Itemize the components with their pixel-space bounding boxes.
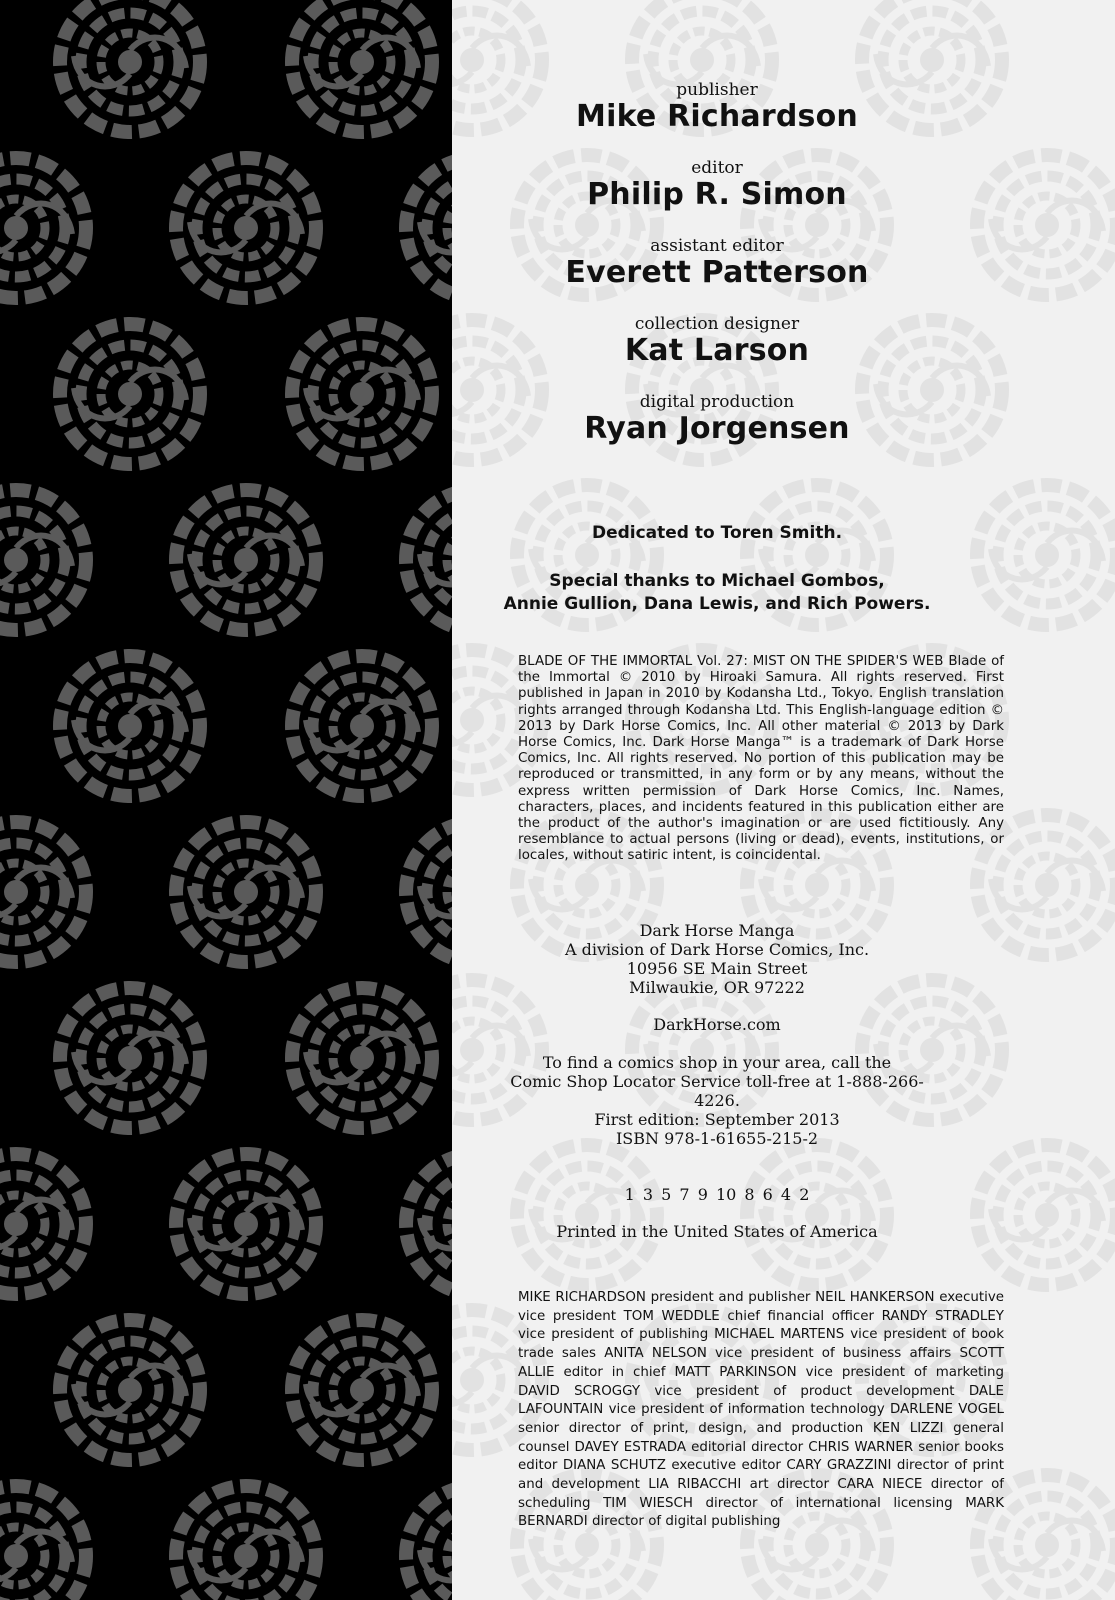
swirl-icon [60, 0, 200, 132]
credit-role: digital production [639, 392, 795, 412]
staff-title: president and publisher [645, 1290, 816, 1305]
staff-name: MIKE RICHARDSON [518, 1290, 646, 1305]
credit-name: Philip R. Simon [587, 177, 847, 212]
swirl-icon [60, 988, 200, 1128]
staff-title: director of digital publishing [587, 1514, 781, 1530]
swirl-icon [60, 656, 200, 796]
swirl-icon [0, 1486, 86, 1600]
isbn: ISBN 978-1-61655-215-2 [615, 1129, 819, 1148]
printed-in: Printed in the United States of America [556, 1222, 878, 1241]
staff-title: executive editor [665, 1458, 787, 1474]
credit-role: editor [691, 158, 743, 178]
swirl-icon [292, 1320, 432, 1460]
credit-name: Ryan Jorgensen [584, 411, 850, 446]
swirl-icon [292, 988, 432, 1128]
credit-role: assistant editor [650, 236, 784, 256]
staff-name: TIM WIESCH [603, 1495, 693, 1511]
staff-name: MICHAEL MARTENS [714, 1327, 845, 1343]
special-thanks [492, 570, 942, 616]
staff-name: MARK BERNARDI [518, 1495, 1004, 1530]
staff-title: vice president of product development [640, 1383, 969, 1399]
swirl-icon [176, 158, 316, 298]
thanks-line-1: Special thanks to Michael Gombos, [549, 571, 885, 591]
swirl-icon [176, 490, 316, 630]
thanks-line-2: Annie Gullion, Dana Lewis, and Rich Powers. [503, 594, 931, 614]
website-link[interactable]: DarkHorse.com [653, 1015, 781, 1034]
staff-name: DIANA SCHUTZ [562, 1458, 666, 1474]
swirl-icon [406, 158, 452, 298]
swirl-icon [0, 822, 86, 962]
locator-line-1: To find a comics shop in your area, call the [542, 1053, 892, 1072]
swirl-icon [0, 158, 86, 298]
decorative-panel-left [0, 0, 452, 1600]
staff-name: DAVID SCROGGY [518, 1383, 641, 1399]
staff-title: general counsel [518, 1420, 1004, 1455]
staff-name: KEN LIZZI [872, 1420, 944, 1436]
publisher-address [492, 921, 942, 997]
swirl-icon [406, 822, 452, 962]
staff-title: art director [741, 1477, 838, 1493]
shop-locator [492, 1053, 942, 1110]
swirl-icon [60, 1320, 200, 1460]
address-line: Dark Horse Manga [639, 921, 795, 940]
credit-name: Everett Patterson [565, 255, 869, 290]
swirl-pattern-left [0, 0, 452, 1600]
staff-title: director of scheduling [518, 1477, 1005, 1511]
edition: First edition: September 2013 [594, 1110, 840, 1129]
staff-title: senior books editor [518, 1439, 1005, 1474]
address-line: Milwaukie, OR 97222 [629, 978, 805, 997]
edition-info [492, 1110, 942, 1148]
staff-title: editor in chief [554, 1364, 675, 1380]
address-line: 10956 SE Main Street [626, 959, 808, 978]
swirl-icon [406, 1154, 452, 1294]
staff-name: SCOTT ALLIE [518, 1346, 1004, 1380]
credit-collection-designer [532, 314, 902, 368]
staff-name: CHRIS WARNER [808, 1439, 914, 1455]
staff-title: senior director of print, design, and production [518, 1420, 873, 1436]
staff-name: NEIL HANKERSON [815, 1290, 935, 1305]
staff-title: director of print and development [518, 1458, 1005, 1493]
credit-editor [532, 158, 902, 212]
credit-name: Mike Richardson [576, 99, 858, 134]
staff-title: vice president of marketing [796, 1364, 1004, 1380]
swirl-icon [406, 490, 452, 630]
swirl-icon [176, 822, 316, 962]
credits-page [452, 0, 1115, 1600]
credit-name: Kat Larson [624, 333, 810, 368]
address-line: A division of Dark Horse Comics, Inc. [564, 940, 870, 959]
swirl-icon [0, 490, 86, 630]
print-numbers: 1 3 5 7 9 10 8 6 4 2 [624, 1185, 810, 1204]
swirl-icon [406, 1486, 452, 1600]
staff-title: vice president of business affairs [706, 1346, 960, 1362]
legal-notice: BLADE OF THE IMMORTAL Vol. 27: MIST ON THE SPIDER'S WEB Blade of the Immortal © 2010 by Hiroaki Samura. All rights reserved. First published in Japan in 2010 by Kodansha Ltd., Tokyo. English translation rights arranged through Kodansha Ltd. This English-language edition © 2013 by Dark Horse Comics, Inc. All other material © 2013 by Dark Horse Comics, Inc. Dark Horse Manga™ is a trademark of Dark Horse Comics, Inc. All rights reserved. No portion of this publication may be reproduced or transmitted, in any form or by any means, without the express written permission of Dark Horse Comics, Inc. Names, characters, places, and incidents featured in this publication either are the product of the author's imagination or are used fictitiously. Any resemblance to actual persons (living or dead), events, institutions, or locales, without satiric intent, is coincidental. [518, 654, 1004, 864]
credit-role: collection designer [634, 314, 800, 334]
staff-title: vice president of publishing [518, 1327, 715, 1343]
staff-name: DARLENE VOGEL [890, 1402, 1005, 1418]
dedication: Dedicated to Toren Smith. [591, 523, 843, 543]
swirl-icon [176, 1154, 316, 1294]
staff-name: CARA NIECE [837, 1477, 923, 1493]
swirl-icon [60, 324, 200, 464]
staff-name: DALE LAFOUNTAIN [518, 1383, 1005, 1418]
credit-publisher [532, 80, 902, 134]
staff-name: LIA RIBACCHI [648, 1477, 742, 1493]
staff-name: ANITA NELSON [604, 1346, 707, 1362]
swirl-icon [176, 1486, 316, 1600]
swirl-icon [292, 0, 432, 132]
locator-line-2: Comic Shop Locator Service toll-free at 1-888-266-4226. [510, 1072, 924, 1110]
staff-title: vice president of information technology [603, 1402, 890, 1418]
staff-title: executive vice president [518, 1290, 1004, 1324]
swirl-icon [0, 1154, 86, 1294]
staff-title: director of international licensing [692, 1495, 966, 1511]
staff-title: chief financial officer [719, 1308, 882, 1324]
staff-title: editorial director [686, 1439, 809, 1455]
staff-name: TOM WEDDLE [623, 1308, 720, 1324]
swirl-icon [292, 656, 432, 796]
staff-name: MATT PARKINSON [674, 1364, 797, 1380]
credit-assistant-editor [532, 236, 902, 290]
swirl-icon [292, 324, 432, 464]
staff-title: vice president of book trade sales [518, 1327, 1004, 1362]
staff-name: CARY GRAZZINI [786, 1458, 892, 1474]
staff-name: DAVEY ESTRADA [574, 1439, 687, 1455]
staff-name: RANDY STRADLEY [881, 1308, 1004, 1324]
staff-list [518, 1289, 1004, 1532]
credit-digital-production [532, 392, 902, 446]
credit-role: publisher [676, 80, 758, 100]
